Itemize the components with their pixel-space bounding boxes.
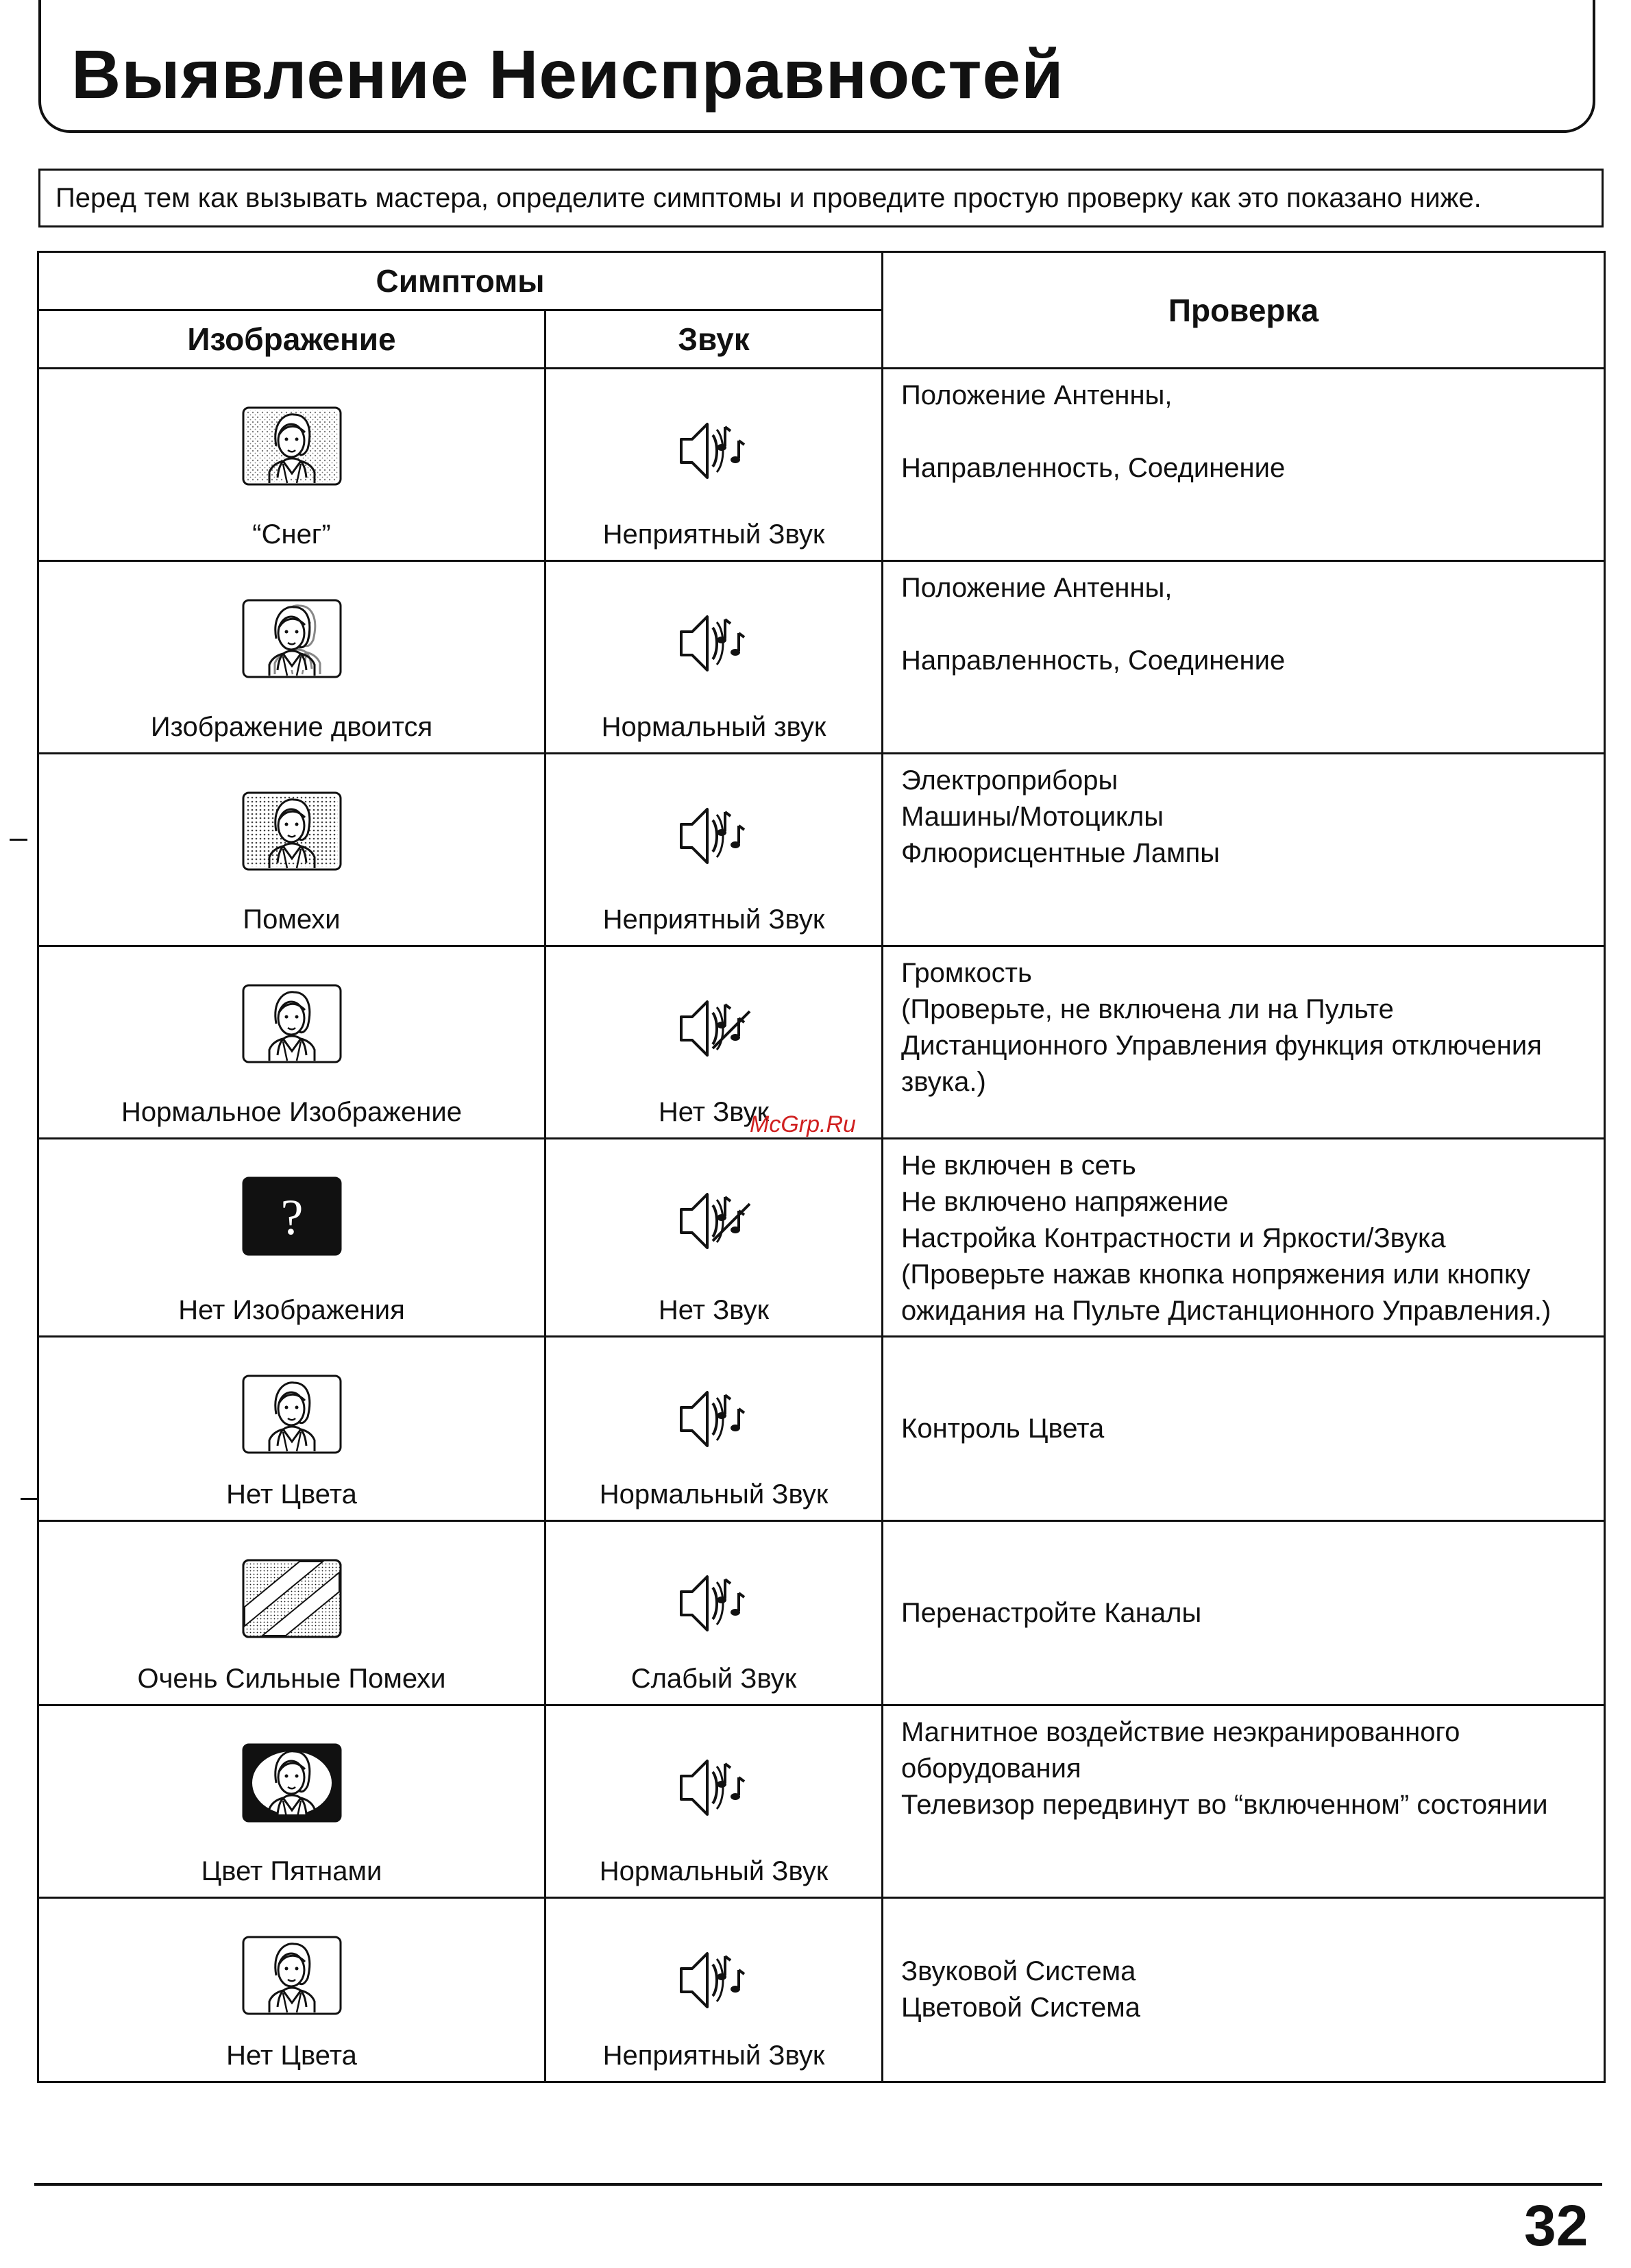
image-symptom-cell [38,1337,545,1521]
check-line: Цветовой Система [901,1993,1141,2023]
normal-picture-icon [242,1936,342,2015]
image-symptom-label: Цвет Пятнами [201,1856,382,1886]
check-line: (Проверьте нажав кнопка нопряжения или кнопку [901,1259,1531,1290]
normal-picture-icon [242,984,342,1063]
check-cell [883,1521,1605,1705]
check-line: Дистанционного Управления функция отключения [901,1031,1542,1061]
check-line: Электроприборы [901,765,1118,796]
margin-tick [10,839,27,841]
image-symptom-cell [38,369,545,561]
sound-symptom-cell [545,1705,883,1898]
check-cell [883,1337,1605,1521]
sound-header: Звук [545,310,883,369]
image-symptom-label: Очень Сильные Помехи [137,1664,446,1694]
sound-symptom-cell [545,561,883,754]
image-symptom-cell [38,1898,545,2082]
speaker-icon [676,1944,752,2017]
table-row [38,1705,1605,1898]
speaker-icon [676,1383,752,1455]
image-symptom-label: Нормальное Изображение [121,1097,462,1127]
normal-picture-icon [242,1375,342,1454]
speaker-icon [676,1751,752,1824]
check-line: звука.) [901,1067,986,1097]
image-symptom-cell [38,561,545,754]
sound-symptom-label: Неприятный Звук [602,2041,825,2071]
check-line: оборудования [901,1753,1081,1784]
sound-symptom-label: Нормальный звук [601,712,826,742]
table-row [38,754,1605,946]
table-row [38,946,1605,1139]
footer-rule [34,2183,1602,2186]
check-header: Проверка [883,252,1605,369]
check-line: Не включено напряжение [901,1187,1229,1217]
check-line: ожидания на Пульте Дистанционного Управления.) [901,1296,1552,1326]
symptoms-header: Симптомы [38,252,883,310]
sound-symptom-label: Нет Звук [658,1295,770,1325]
check-line-blank [901,414,1597,450]
image-symptom-label: Помехи [243,904,341,935]
table-row [38,369,1605,561]
sound-symptom-label: Неприятный Звук [602,519,825,550]
check-cell [883,1898,1605,2082]
page-number: 32 [1524,2193,1589,2258]
sound-symptom-cell [545,754,883,946]
color-patches-picture-icon [242,1743,342,1823]
check-line: Перенастройте Каналы [901,1597,1202,1628]
svg-text:?: ? [280,1190,303,1246]
check-line: Не включен в сеть [901,1150,1136,1181]
image-symptom-cell [38,1521,545,1705]
troubleshooting-table [37,251,1606,2083]
table-row [38,1521,1605,1705]
image-header: Изображение [38,310,545,369]
check-cell [883,946,1605,1139]
ghost-picture-icon [242,599,342,678]
interference-picture-icon [242,791,342,871]
no-picture-icon [242,1176,342,1256]
speaker-icon [676,607,752,680]
check-line: Положение Антенны, [901,380,1173,410]
check-line-blank [901,606,1597,643]
check-line: Звуковой Система [901,1956,1136,1986]
page-title: Выявление Неисправностей [71,36,1064,113]
sound-symptom-cell [545,1898,883,2082]
check-line: Направленность, Соединение [901,453,1286,483]
speaker-icon [676,415,752,487]
strong-interference-picture-icon [242,1559,342,1638]
sound-symptom-cell [545,369,883,561]
image-symptom-label: “Снег” [252,519,331,550]
table-row [38,1337,1605,1521]
check-line: Громкость [901,958,1032,988]
table-row [38,1139,1605,1337]
intro-note: Перед тем как вызывать мастера, определите симптомы и проведите простую проверку как это показано ниже. [38,169,1604,227]
speaker-icon [676,1567,752,1640]
check-line: Флюорисцентные Лампы [901,838,1220,868]
table-row [38,1898,1605,2082]
check-line: Направленность, Соединение [901,645,1286,676]
image-symptom-cell [38,754,545,946]
snow-picture-icon [242,406,342,486]
image-symptom-label: Нет Цвета [226,1479,357,1509]
muted-speaker-icon [676,992,752,1065]
check-line: Телевизор передвинут во “включенном” состоянии [901,1790,1548,1820]
speaker-icon [676,800,752,872]
image-symptom-label: Изображение двоится [150,712,433,742]
sound-symptom-label: Слабый Звук [630,1664,797,1694]
image-symptom-label: Нет Цвета [226,2041,357,2071]
muted-speaker-icon [676,1185,752,1257]
sound-symptom-cell [545,946,883,1139]
check-line: Магнитное воздействие неэкранированного [901,1717,1460,1747]
sound-symptom-label: Нормальный Звук [599,1856,829,1886]
check-line: Машины/Мотоциклы [901,802,1164,832]
check-line: Настройка Контрастности и Яркости/Звука [901,1223,1446,1253]
sound-symptom-cell [545,1337,883,1521]
check-cell [883,1705,1605,1898]
image-symptom-cell [38,946,545,1139]
sound-symptom-label: Неприятный Звук [602,904,825,935]
sound-symptom-cell [545,1521,883,1705]
check-cell [883,754,1605,946]
sound-symptom-cell [545,1139,883,1337]
check-cell [883,369,1605,561]
table-row [38,561,1605,754]
sound-symptom-label: Нормальный Звук [599,1479,829,1509]
check-line: (Проверьте, не включена ли на Пульте [901,994,1394,1024]
watermark: McGrp.Ru [750,1111,856,1137]
image-symptom-cell [38,1139,545,1337]
image-symptom-label: Нет Изображения [178,1295,405,1325]
check-line: Контроль Цвета [901,1413,1105,1444]
check-line: Положение Антенны, [901,573,1173,603]
margin-tick [21,1498,38,1500]
check-cell [883,561,1605,754]
sound-symptom-label: Нет Звук [658,1097,770,1127]
image-symptom-cell [38,1705,545,1898]
check-cell [883,1139,1605,1337]
